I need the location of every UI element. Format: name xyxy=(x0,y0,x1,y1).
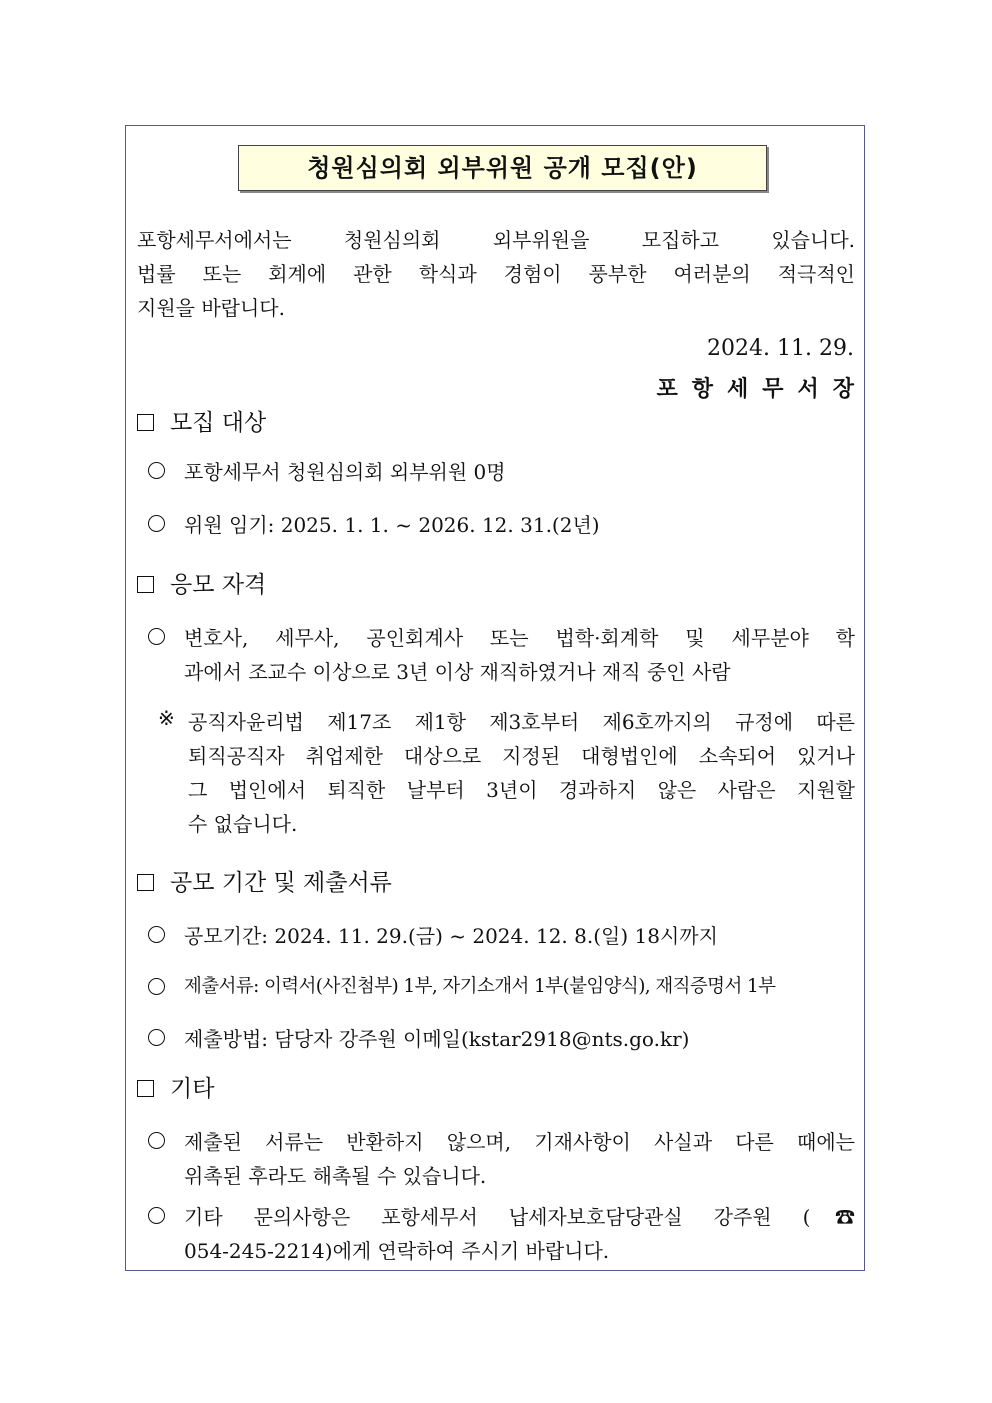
intro-line-3: 지원을 바랍니다. xyxy=(137,296,285,320)
circle-bullet-icon xyxy=(148,922,165,946)
circle-bullet-icon xyxy=(148,1128,165,1152)
list-item-line-2: 054-245-2214)에게 연락하여 주시기 바랍니다. xyxy=(184,1239,610,1263)
list-item: 공모기간: 2024. 11. 29.(금) ~ 2024. 12. 8.(일) 18시까지 xyxy=(184,924,718,948)
circle-bullet-icon xyxy=(148,624,165,648)
note-line-1: 공직자윤리법 제17조 제1항 제3호부터 제6호까지의 규정에 따른 xyxy=(188,710,855,734)
note-line-2: 퇴직공직자 취업제한 대상으로 지정된 대형법인에 소속되어 있거나 xyxy=(188,744,855,768)
circle-bullet-icon xyxy=(148,458,165,482)
list-item: 위원 임기: 2025. 1. 1. ~ 2026. 12. 31.(2년) xyxy=(184,513,600,537)
intro-line-2: 법률 또는 회계에 관한 학식과 경험이 풍부한 여러분의 적극적인 xyxy=(137,262,855,286)
list-item-line-2: 과에서 조교수 이상으로 3년 이상 재직하였거나 재직 중인 사람 xyxy=(184,660,731,684)
section-heading-other xyxy=(137,1070,214,1103)
list-item: 제출서류: 이력서(사진첨부) 1부, 자기소개서 1부(붙임양식), 재직증명서 1부 xyxy=(184,976,776,997)
note-line-3: 그 법인에서 퇴직한 날부터 3년이 경과하지 않은 사람은 지원할 xyxy=(188,778,855,802)
list-item: 제출방법: 담당자 강주원 이메일(kstar2918@nts.go.kr) xyxy=(184,1027,690,1051)
square-bullet-icon xyxy=(137,1080,154,1097)
section-heading-text: 응모 자격 xyxy=(170,572,267,598)
section-heading-text: 모집 대상 xyxy=(170,410,267,436)
square-bullet-icon xyxy=(137,414,154,431)
square-bullet-icon xyxy=(137,874,154,891)
square-bullet-icon xyxy=(137,576,154,593)
circle-bullet-icon xyxy=(148,1025,165,1049)
title-box xyxy=(238,145,767,191)
circle-bullet-icon xyxy=(148,1203,165,1227)
note-mark: ※ xyxy=(158,706,175,730)
list-item-line-1: 변호사, 세무사, 공인회계사 또는 법학·회계학 및 세무분야 학 xyxy=(184,626,855,650)
list-item-line-1: 제출된 서류는 반환하지 않으며, 기재사항이 사실과 다른 때에는 xyxy=(184,1130,855,1154)
page-title: 청원심의회 외부위원 공개 모집(안) xyxy=(307,154,698,182)
section-heading-text: 공모 기간 및 제출서류 xyxy=(170,870,392,896)
notice-date: 2024. 11. 29. xyxy=(707,336,854,361)
list-item-line-2: 위촉된 후라도 해촉될 수 있습니다. xyxy=(184,1164,487,1188)
office-name: 포항세무서장 xyxy=(656,376,868,402)
intro-line-1: 포항세무서에서는 청원심의회 외부위원을 모집하고 있습니다. xyxy=(137,228,855,252)
list-item-line-1: 기타 문의사항은 포항세무서 납세자보호담당관실 강주원 (☎ xyxy=(184,1205,855,1229)
circle-bullet-icon xyxy=(148,511,165,535)
section-heading-period-documents xyxy=(137,864,392,897)
section-heading-recruit-target xyxy=(137,404,266,437)
circle-bullet-icon xyxy=(148,974,165,998)
section-heading-qualification xyxy=(137,566,266,599)
note-line-4: 수 없습니다. xyxy=(188,812,298,836)
section-heading-text: 기타 xyxy=(170,1076,215,1102)
list-item: 포항세무서 청원심의회 외부위원 0명 xyxy=(184,460,506,484)
notice-frame xyxy=(125,125,868,1271)
